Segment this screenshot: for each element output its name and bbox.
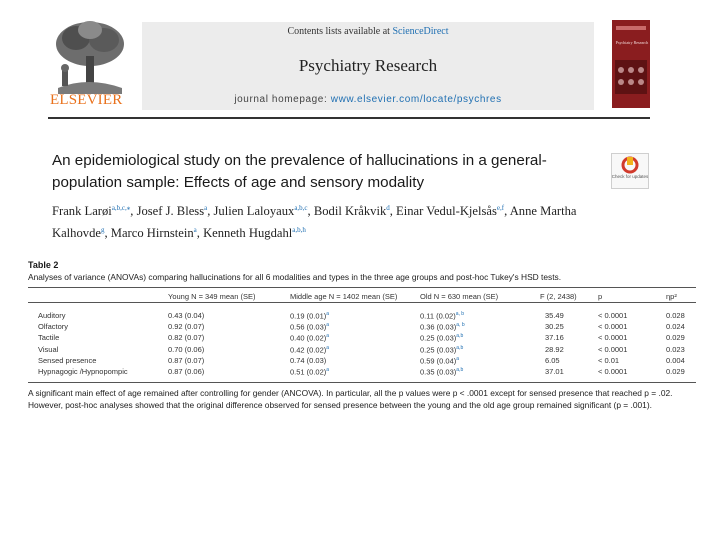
table-cell-p: < 0.0001 — [598, 311, 628, 320]
journal-homepage — [142, 94, 594, 105]
author-name-text: Anne Martha Kalhovde — [52, 204, 577, 241]
contents-prefix: Contents lists available at — [287, 26, 390, 37]
table-cell-eta: 0.029 — [666, 333, 685, 343]
table-cell-eta: 0.028 — [666, 311, 685, 320]
table-cell-middle: 0.51 $(0.02)^a$ — [290, 367, 330, 377]
significance-marker: a,b — [456, 344, 464, 351]
author-separator: , — [104, 226, 111, 241]
author-name-text: Julien Laloyaux — [213, 204, 295, 219]
author-separator: , — [389, 204, 397, 219]
homepage-link[interactable]: www.elsevier.com/locate/psychres — [330, 94, 502, 105]
author-name[interactable] — [314, 204, 390, 218]
author-separator: , — [207, 204, 214, 219]
author-name-text: Frank Larøi — [52, 204, 112, 219]
table-cell-eta: 0.023 — [666, 344, 685, 354]
contents-line — [142, 26, 594, 37]
table-cell-label: Olfactory — [38, 322, 69, 332]
significance-marker: a,b — [456, 367, 464, 373]
author-affiliation[interactable]: d — [386, 204, 390, 212]
table-note: A significant main effect of age remained after controlling for gender (ANCOVA). In particular, all the p values were p < .0001 except for sensed presence that reached p = .02. However, post-hoc analyses showed that the original difference observed for sensed presence between the young and the old age group remained significant (p = .001). — [28, 388, 673, 410]
table-cell-label: Auditory — [38, 311, 66, 320]
significance-marker: a — [326, 367, 330, 373]
publisher-logo-text: ELSEVIER — [50, 92, 123, 108]
table-cell-p: < 0.0001 — [598, 367, 628, 376]
check-updates-label: Check for updates — [611, 174, 649, 179]
journal-cover — [612, 20, 650, 108]
column-header-old: Old N = 630 mean (SE) — [420, 292, 499, 301]
table-cell-f: 37.16 — [545, 333, 564, 343]
table-label: Table 2 — [28, 260, 59, 270]
significance-marker: a, b — [456, 322, 465, 329]
table-cell-label: Sensed presence — [38, 355, 97, 365]
author-name[interactable] — [111, 226, 197, 240]
column-header-f: F (2, 2438) — [540, 292, 577, 301]
significance-marker: a — [456, 355, 460, 362]
table-cell-f: 37.01 — [545, 367, 564, 376]
table-cell-old: 0.59 $(0.04)^a$ — [420, 355, 460, 366]
table-cell-middle: 0.74 (0.03) — [290, 355, 327, 365]
author-name[interactable] — [52, 204, 130, 218]
author-name-text: Kenneth Hugdahl — [203, 226, 293, 241]
table-cell-p: < 0.0001 — [598, 333, 628, 343]
sciencedirect-link[interactable]: ScienceDirect — [392, 26, 449, 37]
table-bottom-rule — [28, 382, 696, 383]
table-caption: Analyses of variance (ANOVAs) comparing hallucinations for all 6 modalities and types in the three age groups and post-hoc Tukey's HSD tests. — [28, 272, 562, 282]
author-name[interactable] — [396, 204, 504, 218]
author-separator: , — [196, 226, 204, 241]
table-cell-p: < 0.01 — [598, 355, 620, 365]
significance-marker: a — [326, 333, 330, 340]
author-name-text: Einar Vedul-Kjelsås — [396, 204, 497, 219]
table-cell-young: 0.43 (0.04) — [168, 311, 205, 320]
significance-marker: a,b — [456, 333, 464, 340]
table-cell-young: 0.87 (0.07) — [168, 355, 205, 365]
table-cell-label: Tactile — [38, 333, 60, 343]
elsevier-tree-logo — [48, 18, 130, 94]
table-cell-label: Visual — [38, 344, 59, 354]
table-top-rule — [28, 287, 696, 288]
author-name[interactable] — [203, 226, 306, 240]
table-cell-p: < 0.0001 — [598, 344, 628, 354]
journal-name: Psychiatry Research — [298, 56, 438, 75]
table-cell-young: 0.92 (0.07) — [168, 322, 205, 332]
table-cell-f: 6.05 — [545, 355, 560, 365]
table-cell-eta: 0.024 — [666, 322, 685, 332]
table-cell-label: Hypnagogic /Hypnopompic — [38, 367, 128, 376]
significance-marker: a — [326, 344, 330, 351]
author-affiliation[interactable]: a,b,h — [292, 226, 306, 235]
table-cell-middle: 0.40 $(0.02)^a$ — [290, 333, 330, 343]
table-cell-old: 0.35 $(0.03)^{a,b}$ — [420, 367, 464, 377]
column-header-eta: ηp² — [666, 292, 677, 301]
paper-title: An epidemiological study on the prevalence of hallucinations in a general-population sample: Effects of age and sensory modality — [52, 152, 547, 191]
table-cell-middle: 0.42 $(0.02)^a$ — [290, 344, 330, 355]
header-divider — [48, 117, 650, 119]
table-cell-f: 30.25 — [545, 322, 564, 332]
significance-marker: a — [326, 311, 330, 317]
author-affiliation[interactable]: e,f — [496, 204, 505, 212]
author-separator: , — [307, 204, 314, 219]
author-name-text: Bodil Kråkvik — [313, 204, 387, 219]
author-affiliation[interactable]: a,b,c,⁎ — [111, 204, 131, 212]
column-header-p: p — [598, 292, 603, 301]
check-for-updates-badge[interactable] — [611, 153, 649, 189]
table-cell-eta: 0.004 — [666, 355, 685, 365]
author-name[interactable] — [214, 204, 308, 218]
table-cell-eta: 0.029 — [666, 367, 685, 376]
check-updates-icon — [612, 154, 648, 174]
author-list — [52, 199, 622, 243]
table-cell-old: 0.11 $(0.02)^{a, b}$ — [420, 311, 465, 321]
table-cell-old: 0.36 $(0.03)^{a, b}$ — [420, 322, 465, 332]
cover-title: Psychiatry Research — [615, 40, 649, 45]
author-affiliation[interactable]: g — [100, 226, 105, 235]
cover-graphic-icon — [612, 20, 650, 108]
author-separator: , — [504, 204, 510, 219]
table-cell-old: 0.25 $(0.03)^{a,b}$ — [420, 333, 464, 343]
table-cell-young: 0.82 (0.07) — [168, 333, 205, 343]
column-header-middle: Middle age N = 1402 mean (SE) — [290, 292, 398, 301]
table-cell-young: 0.87 (0.06) — [168, 367, 205, 376]
table-cell-middle: 0.19 $(0.01)^a$ — [290, 311, 330, 321]
homepage-prefix: journal homepage: — [234, 94, 328, 105]
table-cell-old: 0.25 $(0.03)^{a,b}$ — [420, 344, 464, 355]
author-name[interactable] — [137, 204, 208, 218]
author-affiliation[interactable]: a,b,c — [294, 204, 308, 212]
table-cell-middle: 0.56 $(0.03)^a$ — [290, 322, 330, 332]
table-cell-f: 28.92 — [545, 344, 564, 354]
author-name-text: Josef J. Bless — [136, 204, 205, 219]
significance-marker: a, b — [455, 311, 465, 317]
author-affiliation[interactable]: a — [193, 226, 197, 235]
author-affiliation[interactable]: a — [204, 204, 208, 212]
author-separator: , — [130, 204, 137, 219]
significance-marker: a — [326, 322, 330, 329]
table-cell-p: < 0.0001 — [598, 322, 628, 332]
table-cell-f: 35.49 — [545, 311, 564, 320]
table-header-rule — [28, 302, 696, 303]
author-name-text: Marco Hirnstein — [110, 226, 194, 241]
column-header-young: Young N = 349 mean (SE) — [168, 292, 256, 301]
table-cell-young: 0.70 (0.06) — [168, 344, 205, 354]
